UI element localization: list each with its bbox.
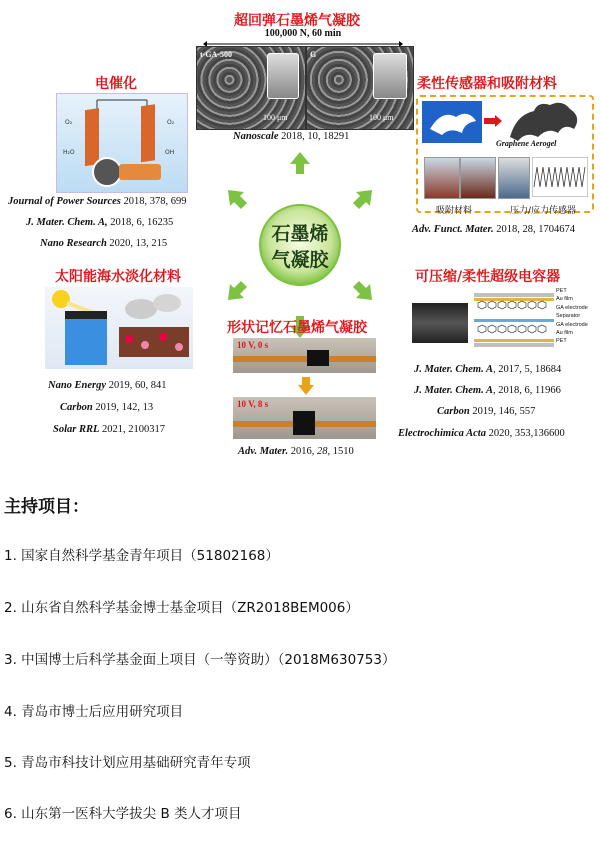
solar-evaporator-icon — [45, 287, 193, 369]
citation-journal: Electrochimica Acta — [398, 428, 486, 439]
aerogel-block — [307, 350, 329, 366]
citation-details: 2018, 6, 16235 — [107, 217, 174, 228]
section-title-solar: 太阳能海水淡化材料 — [55, 269, 181, 285]
citation-journal: Journal of Power Sources — [8, 196, 121, 207]
aerogel-sample-icon — [373, 53, 407, 99]
citation-item — [437, 406, 535, 417]
adsorption-beaker-1 — [424, 157, 460, 199]
aerogel-on-flower-image — [422, 101, 482, 143]
sem-image-right — [306, 46, 414, 130]
citation-journal: Adv. Mater. — [238, 446, 289, 457]
adsorption-beaker-2 — [460, 157, 496, 199]
citation-details: 2020, 353,136600 — [485, 428, 565, 439]
solar-desalination-image — [45, 287, 193, 369]
citation-journal: J. Mater. Chem. A — [414, 364, 493, 375]
citation-journal: J. Mater. Chem. A — [414, 385, 493, 396]
shape-memory-image-after — [233, 397, 376, 439]
layer-label: GA electrode — [556, 304, 588, 311]
citation-journal: Nano Research — [40, 238, 107, 249]
citation-details: , 2017, 5, 18684 — [492, 364, 562, 375]
center-title-line1: 石墨烯 — [271, 223, 329, 245]
citation-item — [48, 380, 166, 391]
citation-item — [414, 364, 561, 375]
aerogel-sample-icon — [267, 53, 299, 99]
citation-item — [53, 424, 165, 435]
flexible-circuit — [233, 356, 376, 362]
sem-image-left — [196, 46, 306, 130]
citation-item — [60, 402, 153, 413]
citation-details: 2018, 378, 699 — [120, 196, 187, 207]
shape-memory-image-before — [233, 338, 376, 373]
section-title-electrocatalysis: 电催化 — [95, 76, 137, 92]
citation-item — [40, 238, 167, 249]
project-item: 6. 山东第一医科大学拔尖 B 类人才项目 — [4, 806, 242, 822]
project-item: 1. 国家自然科学基金青年项目（51802168） — [4, 548, 279, 564]
citation-journal: Nanoscale — [233, 131, 279, 142]
project-item: 3. 中国博士后科学基金面上项目（一等资助）（2018M630753） — [4, 652, 396, 668]
scale-bar-label: 100 μm — [263, 113, 288, 122]
memory-label-0s: 10 V, 0 s — [237, 340, 269, 350]
sensor-image — [416, 95, 594, 213]
citation-nanoscale — [233, 131, 349, 142]
citation-details: 2016, — [288, 446, 317, 457]
svg-text:O₂: O₂ — [65, 119, 73, 126]
layer-label: PET — [556, 288, 567, 294]
section-title-shape-memory: 形状记忆石墨烯气凝胶 — [227, 320, 367, 336]
svg-text:OH: OH — [165, 149, 175, 156]
citation-journal: Carbon — [437, 406, 470, 417]
citation-details: , 2018, 6, 11966 — [492, 385, 561, 396]
sensor-hand-image — [498, 157, 530, 199]
citation-details: 2018, 28, 1704674 — [493, 224, 575, 235]
aerogel-block — [293, 411, 315, 435]
layer-label: Au film — [556, 296, 573, 303]
citation-journal: Carbon — [60, 402, 93, 413]
electrolysis-cell-icon — [57, 94, 187, 192]
citation-details: 2019, 142, 13 — [92, 402, 154, 413]
citation-details: 2019, 146, 557 — [469, 406, 536, 417]
section-title-super-elastic: 超回弹石墨烯气凝胶 — [234, 13, 360, 29]
down-arrow-icon — [298, 377, 314, 395]
pressure-banner-label: 100,000 N, 60 min — [264, 28, 342, 39]
citation-adv-mater — [238, 446, 354, 457]
caption-sensor: 压力/应力传感器 — [510, 206, 577, 216]
sem-right-label: G — [310, 50, 317, 59]
radial-arrows-icon — [200, 150, 400, 340]
red-arrow-icon — [484, 115, 502, 127]
layer-label: GA electrode — [556, 321, 588, 328]
supercapacitor-device-photo — [412, 303, 468, 343]
sem-left-label: t-GA-500 — [200, 50, 232, 59]
citation-afm — [412, 224, 575, 235]
memory-label-8s: 10 V, 8 s — [237, 399, 269, 409]
graphene-aerogel-label: Graphene Aerogel — [496, 139, 557, 148]
supercapacitor-image — [408, 285, 600, 359]
citation-item — [26, 217, 173, 228]
citation-details: 2019, 60, 841 — [106, 380, 167, 391]
layer-label: PET — [556, 338, 567, 345]
scale-bar-label: 100 μm — [369, 113, 394, 122]
capacitor-layer-labels — [556, 287, 588, 346]
citation-item — [398, 428, 565, 439]
section-title-supercapacitor: 可压缩/柔性超级电容器 — [415, 269, 561, 285]
aerogel-animal-shape-icon — [422, 101, 482, 143]
project-item: 2. 山东省自然科学基金博士基金项目（ZR2018BEM006） — [4, 600, 359, 616]
electrocatalysis-image — [56, 93, 188, 193]
layer-label: Separator — [556, 313, 581, 320]
citation-details: 2021, 2100317 — [99, 424, 166, 435]
citation-page: , 1510 — [327, 446, 354, 457]
sensor-signal-plot — [532, 157, 588, 197]
center-title-line2: 气凝胶 — [271, 249, 329, 271]
pressure-banner — [198, 28, 408, 44]
citation-details: 2018, 10, 18291 — [278, 131, 350, 142]
projects-heading: 主持项目： — [4, 497, 89, 517]
citation-journal: Nano Energy — [48, 380, 107, 391]
section-title-sensor: 柔性传感器和吸附材料 — [417, 76, 557, 92]
project-item: 5. 青岛市科技计划应用基础研究青年专项 — [4, 755, 251, 771]
svg-text:H₂O: H₂O — [63, 149, 75, 156]
citation-journal: Adv. Funct. Mater. — [412, 224, 494, 235]
project-item: 4. 青岛市博士后应用研究项目 — [4, 704, 184, 720]
citation-journal: J. Mater. Chem. A, — [26, 217, 108, 228]
citation-details: 2020, 13, 215 — [106, 238, 168, 249]
aerogel-horse-shape-icon — [504, 99, 588, 143]
citation-volume: 28 — [316, 446, 328, 457]
caption-adsorption: 吸附材料 — [436, 206, 473, 216]
svg-text:O₂: O₂ — [167, 119, 175, 126]
citation-journal: Solar RRL — [53, 424, 100, 435]
citation-item — [414, 385, 561, 396]
layer-label: Au film — [556, 330, 573, 337]
citation-item — [8, 196, 187, 207]
capacitor-structure-diagram — [474, 289, 554, 355]
